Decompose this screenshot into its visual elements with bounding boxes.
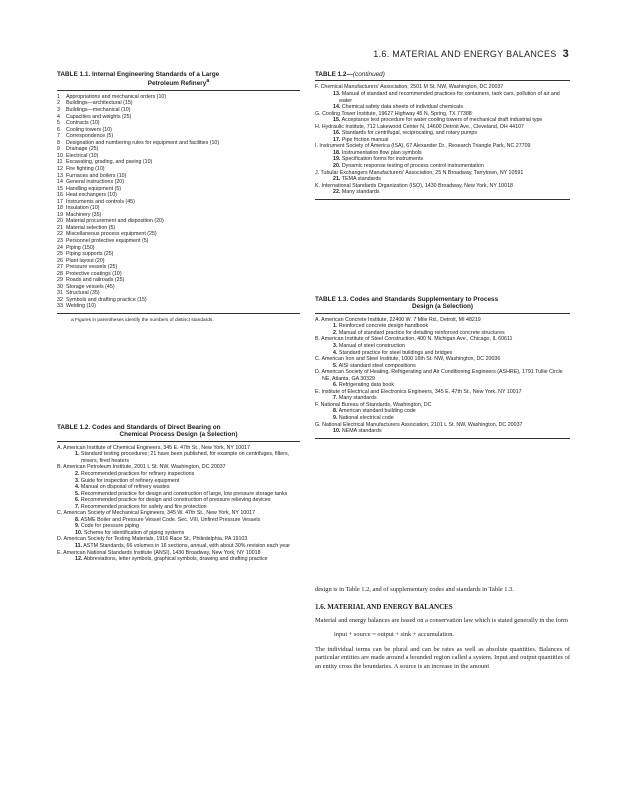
standard-number: 8. (333, 408, 338, 415)
table-1-2-title-line2: Chemical Process Design (a Selection) (119, 431, 238, 439)
organization-entry: A. American Concrete Institute, 22400 W. 7 Mile Rd., Detroit, MI 48219 (315, 316, 481, 323)
table-1-1 (57, 71, 300, 325)
list-item-text: Miscellaneous process equipment (25) (66, 231, 157, 238)
section-title: 1.6. MATERIAL AND ENERGY BALANCES (315, 603, 453, 612)
list-item-number: 7 (57, 133, 60, 140)
standard-text: Manual of standard and recommended practices for containers, tank cars, pollution of air and water (339, 90, 560, 104)
list-item-number: 10 (57, 152, 63, 159)
list-item-text: Electrical (10) (66, 152, 99, 159)
standard-number: 9. (333, 415, 338, 422)
organization-entry: E. Institute of Electrical and Electronics Engineers, 345 E. 47th St., New York, NY 10017 (315, 388, 522, 395)
list-item-text: Personnel protective equipment (5) (66, 237, 149, 244)
list-item-number: 29 (57, 277, 63, 284)
list-item-text: Fire fighting (10) (66, 165, 105, 172)
list-item-text: Structural (35) (66, 290, 100, 297)
list-item-text: Drainage (25) (66, 146, 99, 153)
standard-text: Many standards (338, 395, 377, 402)
list-item-number: 1 (57, 93, 60, 100)
standard-text: Guide for inspection of refinery equipment (80, 477, 180, 484)
table-1-2 (57, 424, 300, 563)
standard-number: 18. (333, 149, 341, 156)
standard-text: National electrical code (338, 415, 394, 422)
standard-entry (57, 543, 300, 550)
list-item-number: 3 (57, 107, 60, 114)
organization-entry: F. Chemical Manufacturers' Association, 2501 M St. NW, Washington, DC 20037 (315, 84, 504, 91)
standard-text: Scheme for identification of piping systems (83, 529, 185, 536)
table-1-1-list (57, 94, 300, 310)
list-item-text: Roads and railroads (25) (66, 277, 125, 284)
list-item-text: Material selection (5) (66, 224, 116, 231)
body-text (315, 586, 570, 671)
paragraph-2: The individual terms can be plural and can be rates as well as absolute quantities. Balances of particular entities are made around a bounded region called a system. Input and output quantities of an entity cross the boundaries. A source is an increase in the amount (315, 646, 570, 670)
organization-entry: D. American Society for Testing Materials, 1916 Race St., Philedelphia, PA 19103 (57, 536, 248, 543)
standard-number: 16. (333, 130, 341, 137)
list-item-text: Insulation (10) (66, 205, 100, 212)
standard-number: 15. (333, 117, 341, 124)
standard-entry (315, 117, 570, 124)
standard-text: Recommended practices for safety and fire protection (80, 503, 207, 510)
standard-text: Many standards (341, 189, 380, 196)
list-item-number: 19 (57, 211, 63, 218)
table-1-2-cont-title-note: (continued) (352, 71, 385, 78)
list-item-text: Material procurement and disposition (20) (66, 218, 164, 225)
list-item-number: 20 (57, 218, 63, 225)
standard-text: Manual of standard practice for detailing reinforced concrete structures (338, 329, 505, 336)
standard-number: 3. (333, 343, 338, 349)
table-1-2-cont-list (315, 84, 570, 195)
list-item-number: 25 (57, 251, 63, 258)
list-item-text: Protective coatings (10) (66, 270, 122, 277)
list-item-number: 9 (57, 146, 60, 153)
list-item-number: 33 (57, 303, 63, 310)
standard-number: 4. (75, 484, 80, 491)
list-item-text: Furnaces and boilers (10) (66, 172, 127, 179)
table-1-1-title-mark: a (206, 78, 210, 85)
running-header (373, 48, 569, 60)
table-1-3-title-line2: Design (a Selection) (411, 303, 474, 311)
list-item-number: 32 (57, 296, 63, 303)
organization-entry: G. National Electrical Manufacturers Association, 2101 L St. NW, Washington, DC 20037 (315, 421, 523, 428)
table-1-2-cont-bottom-rule (315, 199, 570, 200)
list-item-text: Cooling towers (10) (66, 126, 112, 133)
table-1-3 (315, 296, 570, 439)
list-item-number: 27 (57, 264, 63, 271)
standard-number: 8. (75, 516, 80, 523)
table-1-1-title-line2: Petroleum Refinery (147, 80, 207, 88)
standard-text: ASME Boiler and Pressure Vessel Code. Sec. VIII, Unfired Pressure Vessels (80, 516, 261, 523)
list-item-number: 22 (57, 231, 63, 238)
list-item-number: 6 (57, 126, 60, 133)
table-1-3-title (315, 296, 570, 311)
list-item-text: Piping supports (25) (66, 251, 114, 258)
list-item-text: Contracts (10) (66, 120, 100, 127)
list-item-text: Piping (150) (66, 244, 95, 251)
list-item-text: Welding (10) (66, 303, 96, 310)
list-item-text: Machinery (35) (66, 211, 102, 218)
organization-entry: F. National Bureau of Standards, Washington, DC (315, 401, 432, 408)
list-item-text: Designation and numbering rules for equipment and facilities (10) (66, 139, 220, 146)
organization-entry: C. American Iron and Steel Institute, 1000 16th St. NW, Washington, DC 20036 (315, 356, 501, 363)
table-1-3-title-line1: TABLE 1.3. Codes and Standards Supplementary to Process (315, 296, 499, 303)
organization-entry: G. Cooling Tower Institute, 19627 Highway 45 N, Spring, TX 77388 (315, 110, 472, 117)
table-1-2-cont-title (315, 71, 570, 78)
running-header-section: 1.6. MATERIAL AND ENERGY BALANCES (373, 49, 557, 59)
organization-entry: E. American National Standards Institute (ANSI), 1430 Broadway, New York, NY 10018 (57, 549, 261, 556)
list-item-number: 8 (57, 139, 60, 146)
list-item-number: 18 (57, 205, 63, 212)
table-1-1-footnote: a Figures in parentheses identify the numbers of distinct standards. (71, 317, 214, 323)
organization-entry: C. American Society of Mechanical Engineers, 345 W. 47th St., New York, NY 10017 (57, 510, 256, 517)
standard-text: Recommended practice for design and construction of large, low pressure storage tanks (80, 490, 288, 497)
list-item-number: 24 (57, 244, 63, 251)
organization-entry: H. Hydraulic Institute, 712 Lakewood Center N, 14600 Detroit Ave., Cleveland, OH 44107 (315, 123, 524, 130)
standard-text: ASTM Standards, 66 volumes in 16 sections, annual, with about 30% revision each year (83, 543, 290, 550)
standard-entry (57, 451, 300, 464)
table-1-1-bottom-rule (57, 313, 300, 314)
standard-text: Code for pressure piping (80, 523, 139, 530)
list-item-number: 11 (57, 159, 63, 166)
standard-number: 5. (333, 362, 338, 369)
standard-number: 5. (75, 490, 80, 497)
organization-entry: B. American Petroleum Institute, 2001 L St. NW, Washington, DC 20037 (57, 464, 226, 471)
standard-number: 20. (333, 162, 341, 169)
standard-text: Recommended practice for design and construction of pressure relieving devices (80, 497, 271, 504)
table-1-2-title (57, 424, 300, 439)
list-item-text: Heat exchangers (10) (66, 192, 117, 199)
balance-equation: input + source = output + sink + accumulation. (334, 630, 455, 638)
list-item-text: Symbols and drafting practice (15) (66, 296, 147, 303)
organization-entry: D. American Society of Heating, Refrigerating and Air Conditioning Engineers (ASHRE), 1791 Tullie Circle NE, Atlanta, GA 30329 (315, 369, 563, 382)
standard-text: Chemical safety data sheets of individual chemicals (341, 104, 463, 111)
standard-text: Reinforced concrete design handbook (338, 323, 429, 330)
organization-entry: K. International Standards Organization (ISO), 1430 Broadway, New York, NY 10018 (315, 182, 513, 189)
standard-entry (315, 428, 570, 435)
list-item-number: 26 (57, 257, 63, 264)
table-1-2-cont-top-rule (315, 80, 570, 81)
organization-entry: B. American Institute of Steel Construction, 400 N. Michigan Ave., Chicago, IL 60611 (315, 336, 513, 343)
standard-number: 13. (333, 90, 341, 97)
standard-text: TEMA standards (341, 176, 381, 183)
standard-text: Abbreviations, letter symbols, graphical symbols, drawing and drafting practice (83, 556, 268, 563)
paragraph-1: Material and energy balances are based on a conservation law which is stated generally in the form (315, 616, 568, 624)
standard-number: 1. (333, 323, 338, 330)
list-item-number: 5 (57, 120, 60, 127)
list-item-text: Correspondence (5) (66, 133, 114, 140)
standard-number: 6. (333, 382, 338, 389)
list-item-text: Excavating, grading, and paving (10) (66, 159, 153, 166)
standard-number: 6. (75, 497, 80, 504)
organization-entry: A. American Institute of Chemical Engineers, 345 E. 47th St., New York, NY 10017 (57, 444, 251, 451)
list-item-text: General instructions (20) (66, 179, 124, 186)
list-item-text: Appropriations and mechanical orders (10) (66, 93, 167, 100)
standard-number: 4. (333, 349, 338, 356)
table-1-2-list (57, 445, 300, 563)
organization-entry: I. Instrument Society of America (ISA), 67 Alexander Dr., Research Triangle Park, NC 27709 (315, 143, 531, 150)
table-1-3-bottom-rule (315, 438, 570, 439)
standard-text: Standard practice for steel buildings and bridges (338, 349, 453, 356)
standard-number: 7. (333, 395, 338, 402)
table-1-3-list (315, 317, 570, 435)
standard-text: AISI standard steel compositions (338, 362, 416, 369)
standard-text: Acceptance test procedure for water cooling towers of mechanical draft industrial type (341, 117, 543, 124)
list-item-text: Instruments and controls (45) (66, 198, 135, 205)
list-item-number: 28 (57, 270, 63, 277)
standard-text: NEMA standards (341, 428, 382, 435)
standard-entry (315, 91, 570, 104)
list-item-text: Buildings—mechanical (10) (66, 107, 131, 114)
standard-number: 14. (333, 104, 341, 111)
standard-number: 1. (75, 451, 80, 458)
list-item-text: Plant layout (20) (66, 257, 105, 264)
list-item-number: 21 (57, 224, 63, 231)
standard-text: Manual of steel construction (338, 343, 405, 349)
list-item-number: 15 (57, 185, 63, 192)
list-item-number: 12 (57, 165, 63, 172)
standard-number: 19. (333, 156, 341, 163)
standard-number: 2. (75, 471, 80, 477)
standard-text: Standard testing procedures; 21 have been published, for example on centrifuges, filters, mixers, fired heaters (80, 451, 290, 464)
intro-paragraph: design is in Table 1.2, and of supplementary codes and standards in Table 1.3. (315, 586, 514, 593)
standard-entry (315, 189, 570, 196)
list-item (57, 303, 300, 310)
table-1-2-cont-title-text: TABLE 1.2— (315, 71, 353, 78)
standard-text: Dynamic response testing of process control instrumentation (341, 162, 484, 169)
list-item-number: 2 (57, 100, 60, 107)
standard-number: 21. (333, 176, 341, 183)
list-item-text: Storage vessels (45) (66, 283, 115, 290)
list-item-number: 16 (57, 192, 63, 199)
standard-text: Manual on disposal of refinery wastes (80, 484, 170, 491)
list-item-number: 23 (57, 237, 63, 244)
standard-number: 10. (333, 428, 341, 435)
standard-text: Instrumentation flow plan symbols (341, 149, 422, 156)
standard-text: American standard building code (338, 408, 416, 415)
standard-number: 7. (75, 503, 80, 510)
standard-text: Pipe friction manual (341, 136, 389, 143)
table-1-3-top-rule (315, 313, 570, 314)
standard-number: 12. (75, 556, 83, 563)
list-item-number: 30 (57, 283, 63, 290)
standard-text: Recommended practices for refinery inspections (80, 471, 195, 477)
standard-number: 3. (75, 477, 80, 484)
standard-number: 2. (333, 329, 338, 336)
list-item-text: Handling equipment (5) (66, 185, 122, 192)
list-item-number: 31 (57, 290, 63, 297)
list-item-number: 4 (57, 113, 60, 120)
standard-number: 10. (75, 529, 83, 536)
table-1-2-top-rule (57, 441, 300, 442)
organization-entry: J. Tubular Exchangers Manufacturers' Association, 25 N Broadway, Tarrytown, NY 10591 (315, 169, 524, 176)
list-item-number: 13 (57, 172, 63, 179)
list-item-number: 17 (57, 198, 63, 205)
standard-number: 9. (75, 523, 80, 530)
table-1-1-title (57, 71, 300, 88)
list-item-text: Buildings—architectural (15) (66, 100, 133, 107)
table-1-1-title-line1: TABLE 1.1. Internal Engineering Standards of a Large (57, 71, 220, 78)
list-item-text: Capacities and weights (25) (66, 113, 132, 120)
table-1-1-top-rule (57, 90, 300, 91)
standard-number: 22. (333, 189, 341, 196)
standard-text: Standards for centrifugal, reciprocating, and rotary pumps (341, 130, 477, 137)
table-1-2-continued (315, 71, 570, 200)
standard-number: 11. (75, 543, 83, 550)
list-item-text: Pressure vessels (25) (66, 264, 118, 271)
standard-number: 17. (333, 136, 341, 143)
standard-entry (57, 556, 300, 563)
page-number: 3 (562, 48, 569, 60)
table-1-2-title-line1: TABLE 1.2. Codes and Standards of Direct Bearing on (57, 424, 221, 431)
standard-text: Specification forms for instruments (341, 156, 424, 163)
standard-text: Refrigerating data book (338, 382, 394, 389)
list-item-number: 14 (57, 179, 63, 186)
